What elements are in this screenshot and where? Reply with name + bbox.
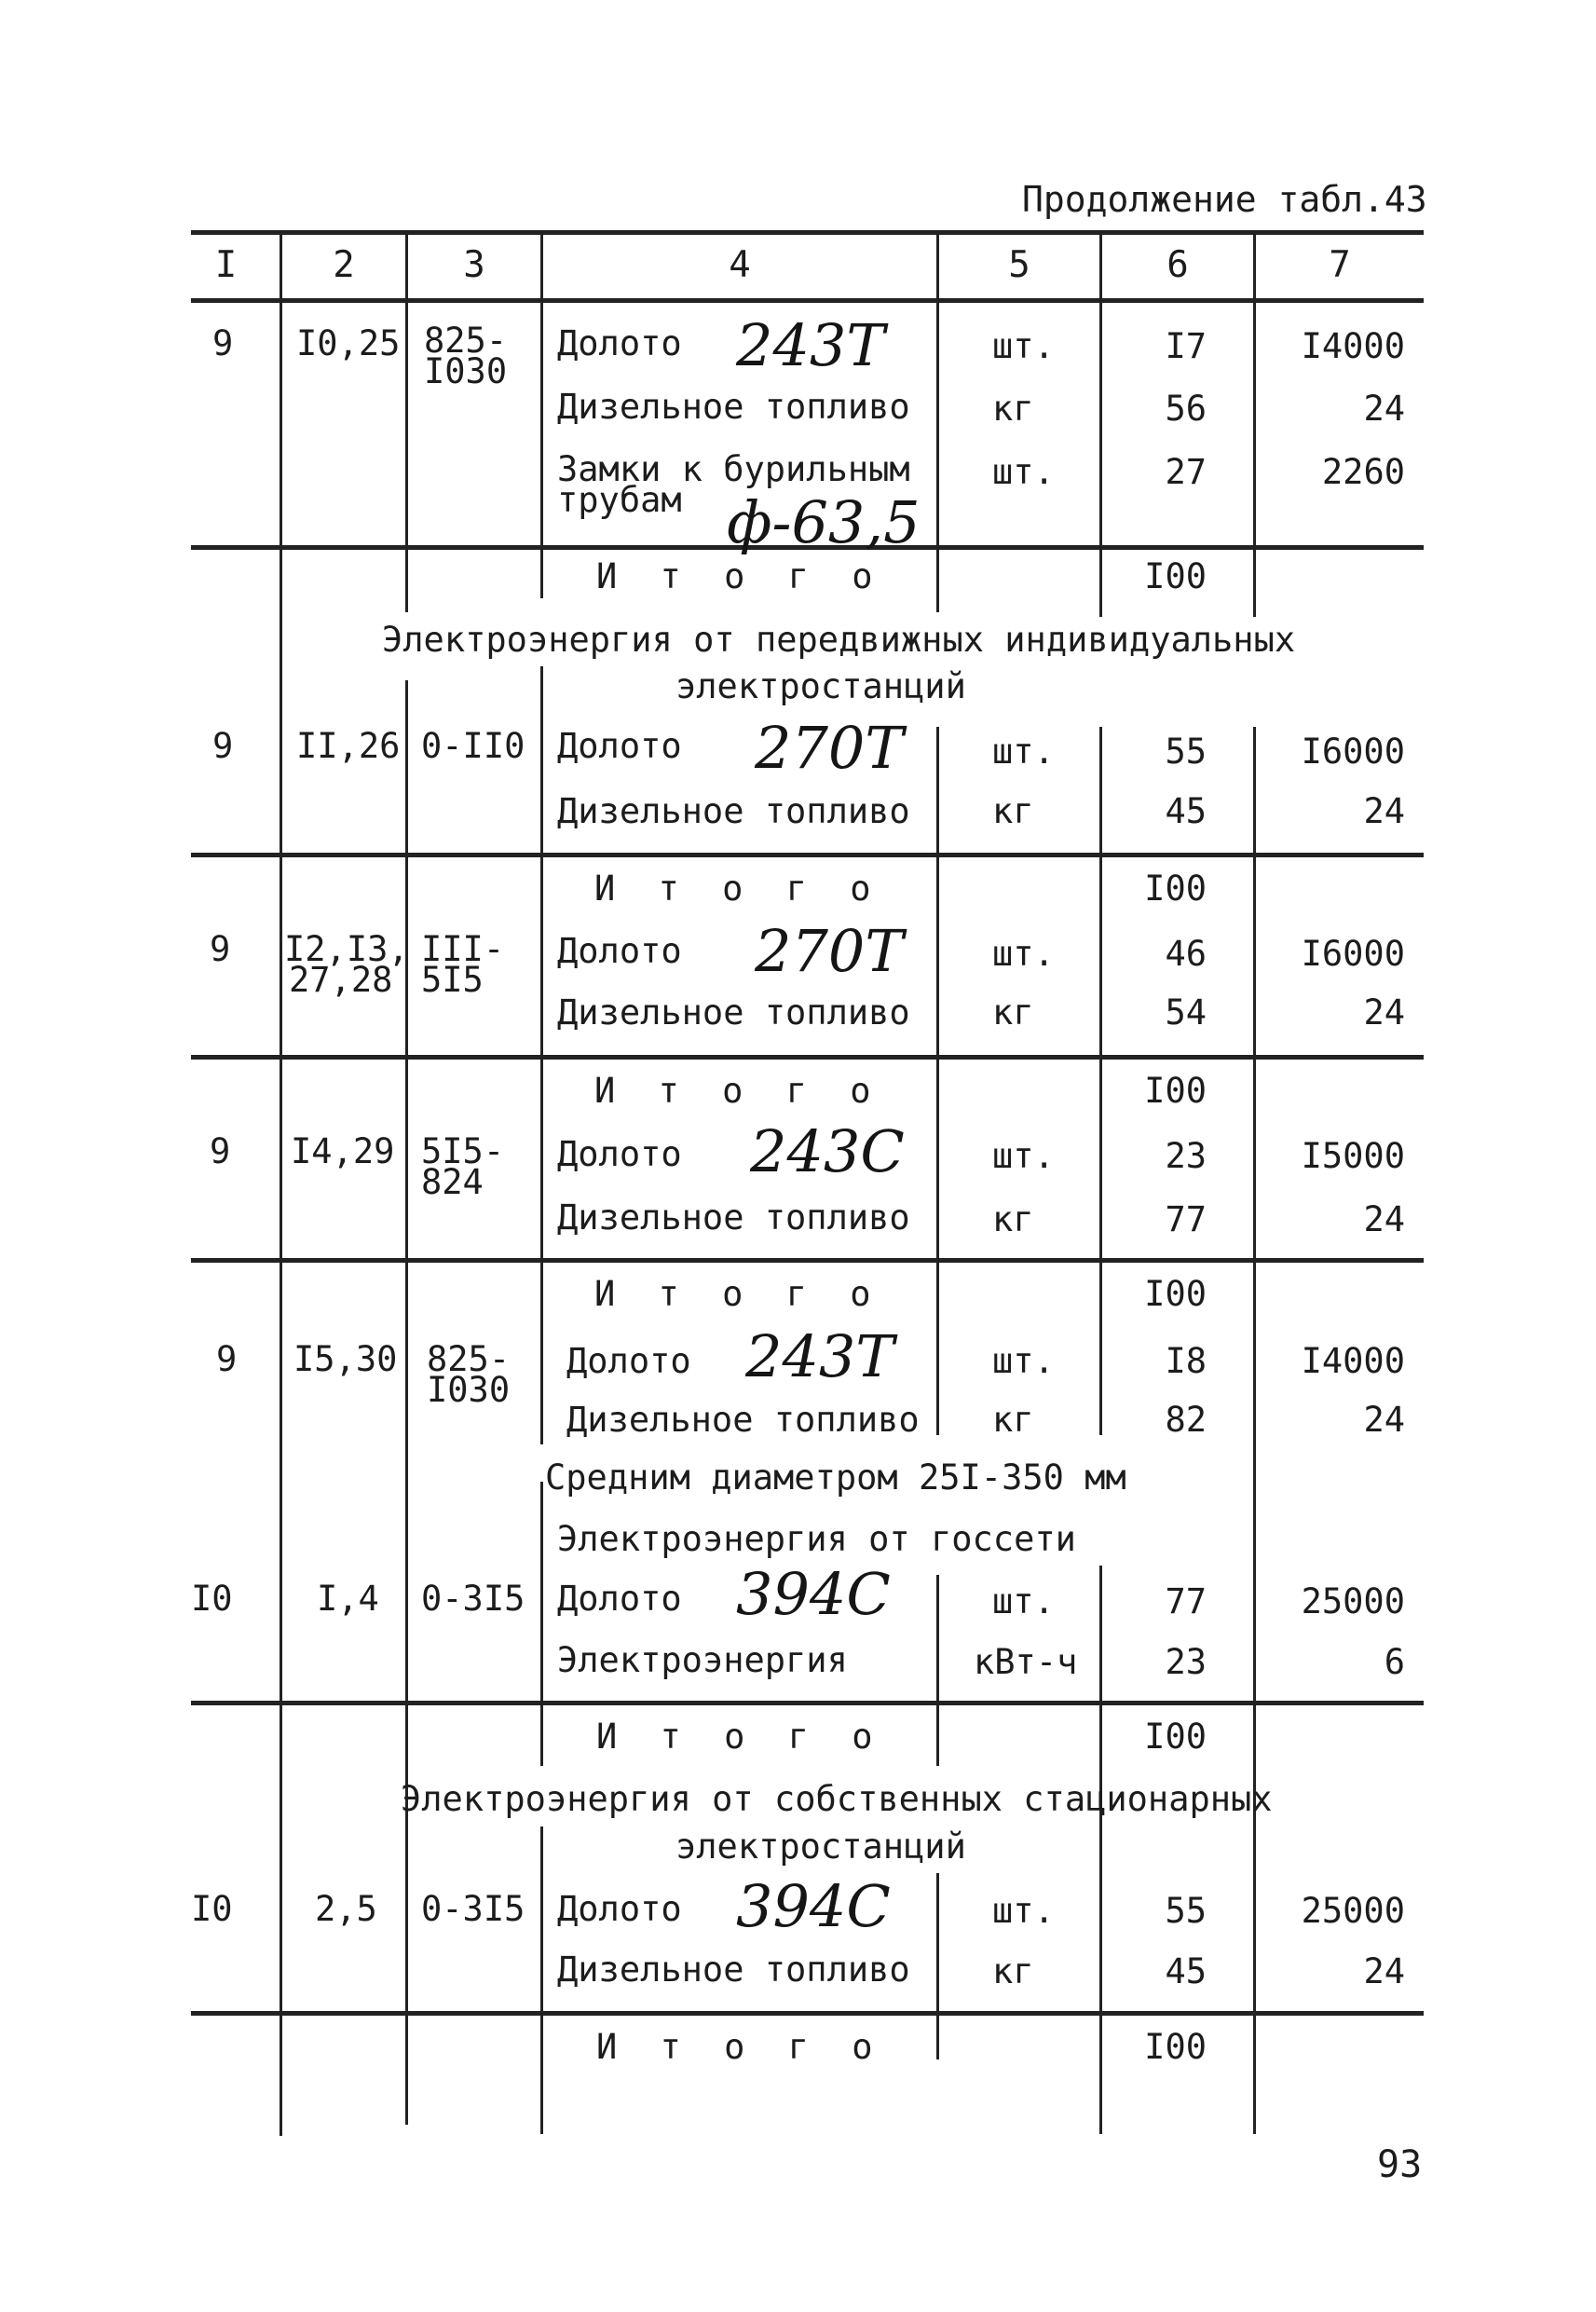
item-name: Долото <box>557 323 682 363</box>
item-name: Дизельное топливо <box>557 791 910 831</box>
col-divider-5-6 <box>1099 1566 1102 2134</box>
item-name: Дизельное топливо <box>566 1400 920 1440</box>
cell-col2: II,26 <box>296 726 401 766</box>
price: I6000 <box>1301 732 1405 772</box>
cell-col3-line2: I030 <box>427 1370 511 1410</box>
col-divider-6-7 <box>1253 727 1256 2134</box>
item-name-line1: Замки к бурильным <box>557 449 910 489</box>
cell-col3-line1: 5I5- <box>421 1131 505 1171</box>
handwritten-note: 394С <box>736 1872 891 1940</box>
total-label: И т о г о <box>594 1071 882 1111</box>
cell-col2: I4,29 <box>291 1131 395 1171</box>
cell-col1: 9 <box>212 726 234 766</box>
item-name: Электроэнергия <box>557 1640 848 1680</box>
cell-col2: I0,25 <box>296 323 401 363</box>
total-label: И т о г о <box>596 556 884 596</box>
unit: шт. <box>992 1581 1055 1621</box>
header-col-4: 4 <box>729 244 751 286</box>
unit: кВт-ч <box>974 1642 1078 1682</box>
cell-col3-line2: 5I5 <box>421 960 484 1000</box>
cell-col1: 9 <box>212 323 234 363</box>
col-divider-4-5 <box>936 1575 939 1766</box>
header-col-1: I <box>214 244 238 286</box>
cell-col1: 9 <box>210 1131 231 1171</box>
rule-row-g <box>191 2011 1424 2016</box>
unit: кг <box>992 791 1034 831</box>
total-label: И т о г о <box>596 2027 884 2067</box>
section-title: Электроэнергия от передвижных индивидуальных <box>382 620 1296 660</box>
share: 77 <box>1165 1199 1207 1239</box>
unit: шт. <box>992 1341 1055 1381</box>
col-divider-1-2 <box>280 230 282 2136</box>
handwritten-note: ф-63,5 <box>727 488 921 556</box>
col-divider-4-5 <box>936 1873 939 2059</box>
price: I4000 <box>1301 326 1405 366</box>
total-value: I00 <box>1144 869 1207 909</box>
unit: кг <box>992 1951 1034 1991</box>
header-col-5: 5 <box>1008 244 1030 286</box>
total-value: I00 <box>1144 556 1207 596</box>
col-divider-3-4 <box>540 1482 543 1766</box>
cell-col2: 2,5 <box>315 1889 377 1929</box>
header-col-6: 6 <box>1166 244 1189 286</box>
price: 25000 <box>1301 1891 1405 1931</box>
col-divider-4-5 <box>936 230 939 612</box>
section-title-cont: электростанций <box>675 666 966 706</box>
col-divider-3-4 <box>540 230 543 598</box>
price: 24 <box>1363 389 1405 429</box>
total-value: I00 <box>1144 2027 1207 2067</box>
share: 56 <box>1165 389 1207 429</box>
rule-row-c <box>191 1055 1424 1060</box>
share: I8 <box>1165 1341 1207 1381</box>
share: 27 <box>1165 452 1207 492</box>
col-divider-3-4 <box>540 666 543 1444</box>
item-name: Дизельное топливо <box>557 1949 910 1990</box>
cell-col2-line2: 27,28 <box>289 960 393 1000</box>
price: 24 <box>1363 791 1405 831</box>
cell-col1: 9 <box>216 1339 238 1379</box>
price: 2260 <box>1321 452 1405 492</box>
handwritten-note: 394С <box>736 1560 891 1628</box>
handwritten-note: 243С <box>750 1117 905 1185</box>
cell-col3: 0-3I5 <box>421 1579 525 1619</box>
price: I5000 <box>1301 1136 1405 1176</box>
cell-col3-line2: 824 <box>421 1162 484 1202</box>
item-name: Долото <box>557 931 682 971</box>
share: 82 <box>1165 1400 1207 1440</box>
unit: кг <box>992 389 1034 429</box>
share: 23 <box>1165 1642 1207 1682</box>
cell-col3-line1: 825- <box>424 321 508 361</box>
col-divider-2-3 <box>405 230 408 612</box>
share: 45 <box>1165 1951 1207 1991</box>
price: I6000 <box>1301 934 1405 974</box>
rule-top <box>191 230 1424 235</box>
cell-col3: 0-3I5 <box>421 1889 525 1929</box>
rule-header-bottom <box>191 298 1424 303</box>
cell-col1: I0 <box>191 1579 233 1619</box>
cell-col2: I,4 <box>317 1579 379 1619</box>
handwritten-note: 270Т <box>755 917 904 985</box>
handwritten-note: 270Т <box>755 714 904 782</box>
unit: кг <box>992 1400 1034 1440</box>
price: 24 <box>1363 1951 1405 1991</box>
cell-col3: 0-II0 <box>421 726 525 766</box>
item-name: Долото <box>557 1579 682 1619</box>
unit: шт. <box>992 452 1055 492</box>
unit: кг <box>992 1199 1034 1239</box>
share: 45 <box>1165 791 1207 831</box>
item-name-line2: трубам <box>557 480 682 520</box>
item-name: Долото <box>557 1889 682 1929</box>
cell-col2-line1: I2,I3, <box>284 929 409 969</box>
col-divider-3-4 <box>540 1826 543 2134</box>
share: 55 <box>1165 732 1207 772</box>
cell-col3-line1: III- <box>421 929 505 969</box>
table-caption: Продолжение табл.43 <box>1022 179 1427 220</box>
col-divider-5-6 <box>1099 230 1102 617</box>
total-label: И т о г о <box>596 1717 884 1757</box>
total-label: И т о г о <box>594 869 882 909</box>
header-col-3: 3 <box>463 244 485 286</box>
cell-col3-line2: I030 <box>424 351 508 391</box>
total-value: I00 <box>1144 1717 1207 1757</box>
total-value: I00 <box>1144 1274 1207 1314</box>
header-col-2: 2 <box>333 244 355 286</box>
cell-col2: I5,30 <box>293 1339 398 1379</box>
unit: шт. <box>992 732 1055 772</box>
item-name: Дизельное топливо <box>557 992 910 1033</box>
share: 46 <box>1165 934 1207 974</box>
rule-row-b <box>191 853 1424 857</box>
price: 6 <box>1384 1642 1405 1682</box>
item-name: Долото <box>557 726 682 766</box>
col-divider-6-7 <box>1253 230 1256 617</box>
item-name: Долото <box>557 1134 682 1174</box>
section-title: Средним диаметром 25I-350 мм <box>545 1457 1126 1498</box>
col-divider-4-5 <box>936 727 939 1435</box>
share: 54 <box>1165 992 1207 1033</box>
item-name: Дизельное топливо <box>557 387 910 427</box>
total-value: I00 <box>1144 1071 1207 1111</box>
price: 25000 <box>1301 1581 1405 1621</box>
page-number: 93 <box>1377 2143 1423 2186</box>
share: 55 <box>1165 1891 1207 1931</box>
item-name: Дизельное топливо <box>557 1197 910 1238</box>
col-divider-5-6 <box>1099 727 1102 1435</box>
cell-col1: I0 <box>191 1889 233 1929</box>
unit: шт. <box>992 1891 1055 1931</box>
unit: шт. <box>992 1136 1055 1176</box>
share: I7 <box>1165 326 1207 366</box>
total-label: И т о г о <box>594 1274 882 1314</box>
section-subtitle: Электроэнергия от госсети <box>557 1519 1076 1559</box>
price: I4000 <box>1301 1341 1405 1381</box>
share: 77 <box>1165 1581 1207 1621</box>
unit: шт. <box>992 326 1055 366</box>
unit: шт. <box>992 934 1055 974</box>
item-name: Долото <box>566 1341 691 1381</box>
header-col-7: 7 <box>1329 244 1351 286</box>
section-title-cont: электростанций <box>675 1826 966 1867</box>
rule-row-f <box>191 1701 1424 1705</box>
handwritten-note: 243Т <box>745 1322 894 1390</box>
unit: кг <box>992 992 1034 1033</box>
handwritten-note: 243Т <box>736 311 885 379</box>
cell-col1: 9 <box>210 929 231 969</box>
rule-row-d <box>191 1258 1424 1263</box>
share: 23 <box>1165 1136 1207 1176</box>
col-divider-2-3 <box>405 680 408 2125</box>
cell-col3-line1: 825- <box>427 1339 511 1379</box>
price: 24 <box>1363 992 1405 1033</box>
section-title: Электроэнергия от собственных стационарных <box>401 1779 1273 1819</box>
price: 24 <box>1363 1400 1405 1440</box>
price: 24 <box>1363 1199 1405 1239</box>
